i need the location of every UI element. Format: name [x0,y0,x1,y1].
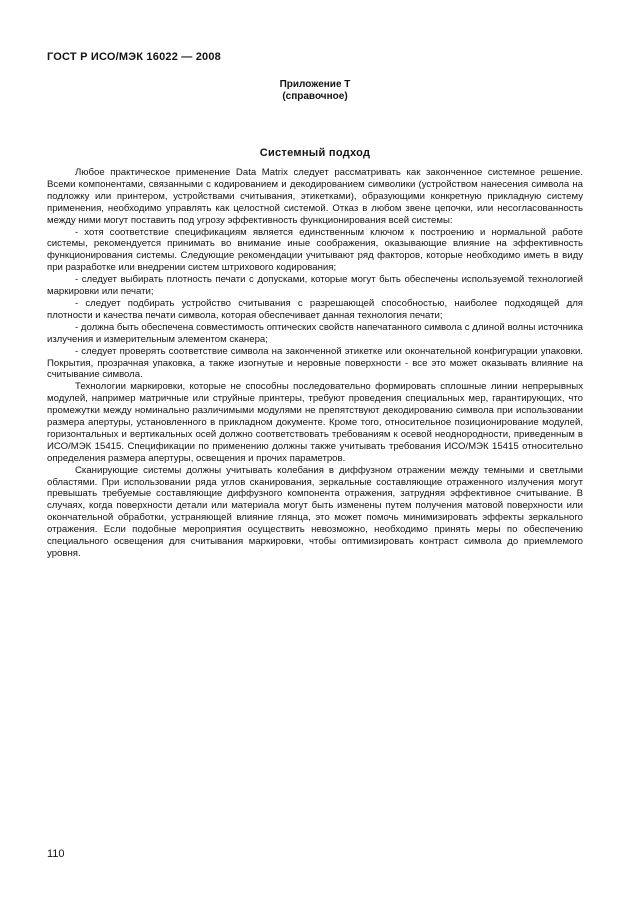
paragraph-scanning-systems: Сканирующие системы должны учитывать колебания в диффузном отражении между темными и светлыми областями. При использовании ряда углов сканирования, зеркальные составляющие отраженного излучения могут превышать требуемые составляющие диффузного компонента отражения, затрудняя эффективное считывание. В случаях, когда поверхности детали или материала могут быть изменены путем получения матовой поверхности или окончательной обработки, устраняющей влияние глянца, это может помочь минимизировать эффекты зеркального отражения. Если подобные мероприятия осуществить невозможно, необходимо принять меры по обеспечению специального освещения для считывания маркировки, чтобы оптимизировать контраст символа до приемлемого уровня. [47,464,583,559]
paragraph-intro: Любое практическое применение Data Matrix следует рассматривать как законченное системное решение. Всеми компонентами, связанными с кодированием и декодированием символики (устройством нанесения символа на подложку или принтером, устройствами считывания, этикетками), образующими конкретную прикладную систему применения, необходимо управлять как целостной системой. Отказ в любом звене цепочки, или несогласованность между ними могут поставить под угрозу эффективность функционирования всей системы: [47,167,583,226]
paragraph-list-item: - следует проверять соответствие символа на законченной этикетке или окончательной конфигурации упаковки. Покрытия, прозрачная упаковка, а также изогнутые и неровные поверхности - все это может оказывать влияние на считывание символа. [47,345,583,381]
annex-block [0,79,630,103]
annex-label: Приложение Т [279,79,351,90]
paragraph-list-item: - следует выбирать плотность печати с допусками, которые могут быть обеспечены используемой технологией маркировки или печати; [47,274,583,298]
paragraph-list-item: - следует подбирать устройство считывания с разрешающей способностью, наиболее подходящей для плотности и качества печати символа, которая обеспечивает данная технология печати; [47,297,583,321]
document-header-title: ГОСТ Р ИСО/МЭК 16022 — 2008 [47,51,222,63]
paragraph-list-item: - должна быть обеспечена совместимость оптических свойств напечатанного символа с длиной волны источника излучения и измерительным элементом сканера; [47,321,583,345]
annex-kind: (справочное) [282,91,348,102]
body-text [47,167,583,560]
paragraph-marking-technologies: Технологии маркировки, которые не способны последовательно формировать сплошные линии непрерывных модулей, например матричные или струйные принтеры, требуют проведения специальных мер, гарантирующих, что промежутки между номинально различимыми модулями не препятствуют декодированию символа при использовании размера апертуры, установленного в прикладном документе. Кроме того, относительное позиционирование модулей, горизонтальных и вертикальных осей должно соответствовать требованиям к осевой неоднородности, приведенным в ИСО/МЭК 15415. Спецификации по применению должны также учитывать требования ИСО/МЭК 15415 относительно определения размера апертуры, освещения и прочих параметров. [47,381,583,464]
paragraph-list-item: - хотя соответствие спецификациям является единственным ключом к построению и нормальной работе системы, рекомендуется принимать во внимание иные соображения, оказывающие влияние на эффективность функционирования системы. Следующие рекомендации учитывают ряд факторов, которые необходимо иметь в виду при разработке или внедрении систем штрихового кодирования; [47,226,583,274]
section-title: Системный подход [259,147,371,159]
page-number: 110 [47,848,65,860]
